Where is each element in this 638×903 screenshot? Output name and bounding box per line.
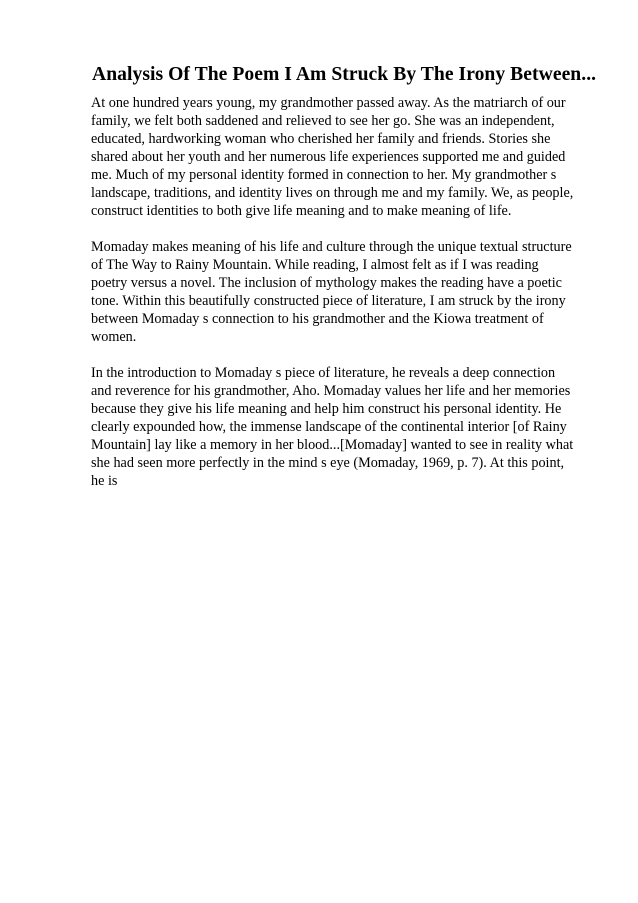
paragraph-line: between Momaday s connection to his grandmother and the Kiowa treatment of (91, 311, 544, 327)
paragraph-line: because they give his life meaning and help him construct his personal identity. He (91, 401, 562, 417)
paragraph-line: tone. Within this beautifully constructed piece of literature, I am struck by the irony (91, 293, 566, 309)
paragraph-line: she had seen more perfectly in the mind s eye (Momaday, 1969, p. 7). At this point, (91, 455, 565, 471)
paragraph-line: In the introduction to Momaday s piece of literature, he reveals a deep connection (91, 365, 556, 381)
document-title: Analysis Of The Poem I Am Struck By The Irony Between... (92, 64, 597, 85)
paragraph-line: construct identities to both give life meaning and to make meaning of life. (91, 203, 512, 219)
paragraph-line: Momaday makes meaning of his life and culture through the unique textual structure (91, 239, 572, 255)
paragraph-line: of The Way to Rainy Mountain. While reading, I almost felt as if I was reading (91, 257, 539, 273)
paragraph-line: he is (91, 473, 118, 489)
paragraph-2 (91, 238, 590, 346)
paragraph-line: poetry versus a novel. The inclusion of mythology makes the reading have a poetic (91, 275, 562, 291)
paragraph-line: shared about her youth and her numerous life experiences supported me and guided (91, 149, 566, 165)
paragraph-line: Mountain] lay like a memory in her blood...[Momaday] wanted to see in reality what (91, 437, 574, 453)
paragraph-line: At one hundred years young, my grandmother passed away. As the matriarch of our (91, 95, 566, 111)
paragraph-3 (91, 364, 590, 490)
paragraph-1 (91, 94, 590, 220)
paragraph-line: clearly expounded how, the immense landscape of the continental interior [of Rainy (91, 419, 567, 435)
paragraph-line: women. (91, 329, 137, 345)
paragraph-line: family, we felt both saddened and relieved to see her go. She was an independent, (91, 113, 555, 129)
paragraph-line: and reverence for his grandmother, Aho. Momaday values her life and her memories (91, 383, 571, 399)
paragraph-line: educated, hardworking woman who cherished her family and friends. Stories she (91, 131, 551, 147)
paragraph-line: me. Much of my personal identity formed in connection to her. My grandmother s (91, 167, 557, 183)
paragraph-line: landscape, traditions, and identity lives on through me and my family. We, as people, (91, 185, 574, 201)
